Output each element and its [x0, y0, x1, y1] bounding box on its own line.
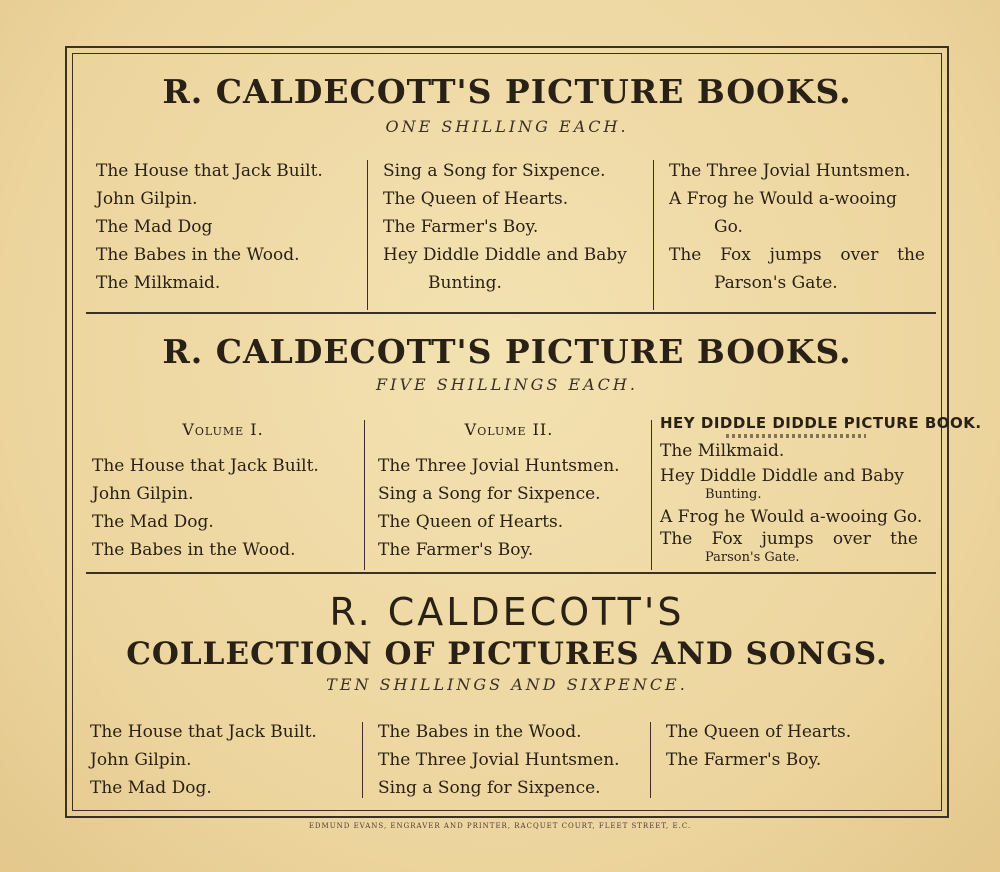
list-item: The Mad Dog [96, 217, 213, 237]
section-divider [86, 312, 936, 314]
list-item: John Gilpin. [96, 189, 198, 209]
list-item: The Queen of Hearts. [666, 722, 852, 742]
list-item: The Milkmaid. [96, 273, 221, 293]
list-item: The Farmer's Boy. [383, 217, 539, 237]
list-item: The Three Jovial Huntsmen. [669, 161, 911, 181]
list-item: The Fox jumps over the [669, 245, 925, 265]
printer-imprint: EDMUND EVANS, ENGRAVER AND PRINTER, RACQUET COURT, FLEET STREET, E.C. [308, 822, 692, 830]
section1-col1 [96, 157, 323, 297]
volume-one-title: Volume I. [182, 420, 264, 439]
section-divider [86, 572, 936, 574]
list-item: Hey Diddle Diddle and Baby [660, 466, 904, 486]
list-item: The Babes in the Wood. [96, 245, 300, 265]
section3-col3 [666, 718, 851, 774]
list-item: The Mad Dog. [90, 778, 212, 798]
section2-price: FIVE SHILLINGS EACH. [376, 375, 638, 394]
section1-col3 [669, 157, 925, 297]
list-item: The House that Jack Built. [90, 722, 317, 742]
section-one-shilling [72, 72, 942, 136]
column-divider [651, 420, 652, 570]
list-item: Bunting. [705, 487, 762, 502]
section3-col1 [90, 718, 317, 802]
list-item: The Queen of Hearts. [378, 512, 564, 532]
list-item: The House that Jack Built. [96, 161, 323, 181]
list-item: The Babes in the Wood. [92, 540, 296, 560]
volume-two [378, 416, 640, 564]
section1-col2 [383, 157, 627, 297]
list-item: The House that Jack Built. [92, 456, 319, 476]
list-item: Sing a Song for Sixpence. [378, 778, 601, 798]
column-divider [364, 420, 365, 570]
hey-diddle-title: HEY DIDDLE DIDDLE PICTURE BOOK. [660, 414, 982, 432]
list-item: The Farmer's Boy. [378, 540, 534, 560]
volume-one [92, 416, 354, 564]
list-item: The Three Jovial Huntsmen. [378, 456, 620, 476]
column-divider [653, 160, 654, 310]
section3-heading-1: R. CALDECOTT'S [329, 590, 685, 634]
section1-price: ONE SHILLING EACH. [385, 117, 629, 136]
list-item: Parson's Gate. [714, 273, 838, 293]
section3-heading-2: COLLECTION OF PICTURES AND SONGS. [126, 636, 888, 672]
section-five-shillings [72, 332, 942, 394]
list-item: A Frog he Would a-wooing Go. [660, 507, 923, 527]
section3-price: TEN SHILLINGS AND SIXPENCE. [326, 675, 688, 694]
list-item: John Gilpin. [90, 750, 192, 770]
list-item: Sing a Song for Sixpence. [378, 484, 601, 504]
list-item: John Gilpin. [92, 484, 194, 504]
section3-col2 [378, 718, 620, 802]
list-item: A Frog he Would a-wooing [669, 189, 897, 209]
list-item: Hey Diddle Diddle and Baby [383, 245, 627, 265]
list-item: The Milkmaid. [660, 441, 785, 461]
column-divider [367, 160, 368, 310]
section-collection [72, 590, 942, 694]
column-divider [650, 722, 651, 798]
section2-heading: R. CALDECOTT'S PICTURE BOOKS. [162, 332, 852, 371]
list-item: The Fox jumps over the [660, 529, 918, 549]
list-item: Bunting. [428, 273, 502, 293]
list-item: The Mad Dog. [92, 512, 214, 532]
list-item: Go. [714, 217, 743, 237]
list-item: The Three Jovial Huntsmen. [378, 750, 620, 770]
list-item: The Babes in the Wood. [378, 722, 582, 742]
list-item: The Farmer's Boy. [666, 750, 822, 770]
volume-two-title: Volume II. [464, 420, 554, 439]
column-divider [362, 722, 363, 798]
list-item: Sing a Song for Sixpence. [383, 161, 606, 181]
section1-heading: R. CALDECOTT'S PICTURE BOOKS. [162, 72, 852, 111]
wavy-underline [726, 434, 866, 438]
list-item: Parson's Gate. [705, 550, 800, 565]
list-item: The Queen of Hearts. [383, 189, 569, 209]
hey-diddle-picture-book [660, 412, 982, 566]
